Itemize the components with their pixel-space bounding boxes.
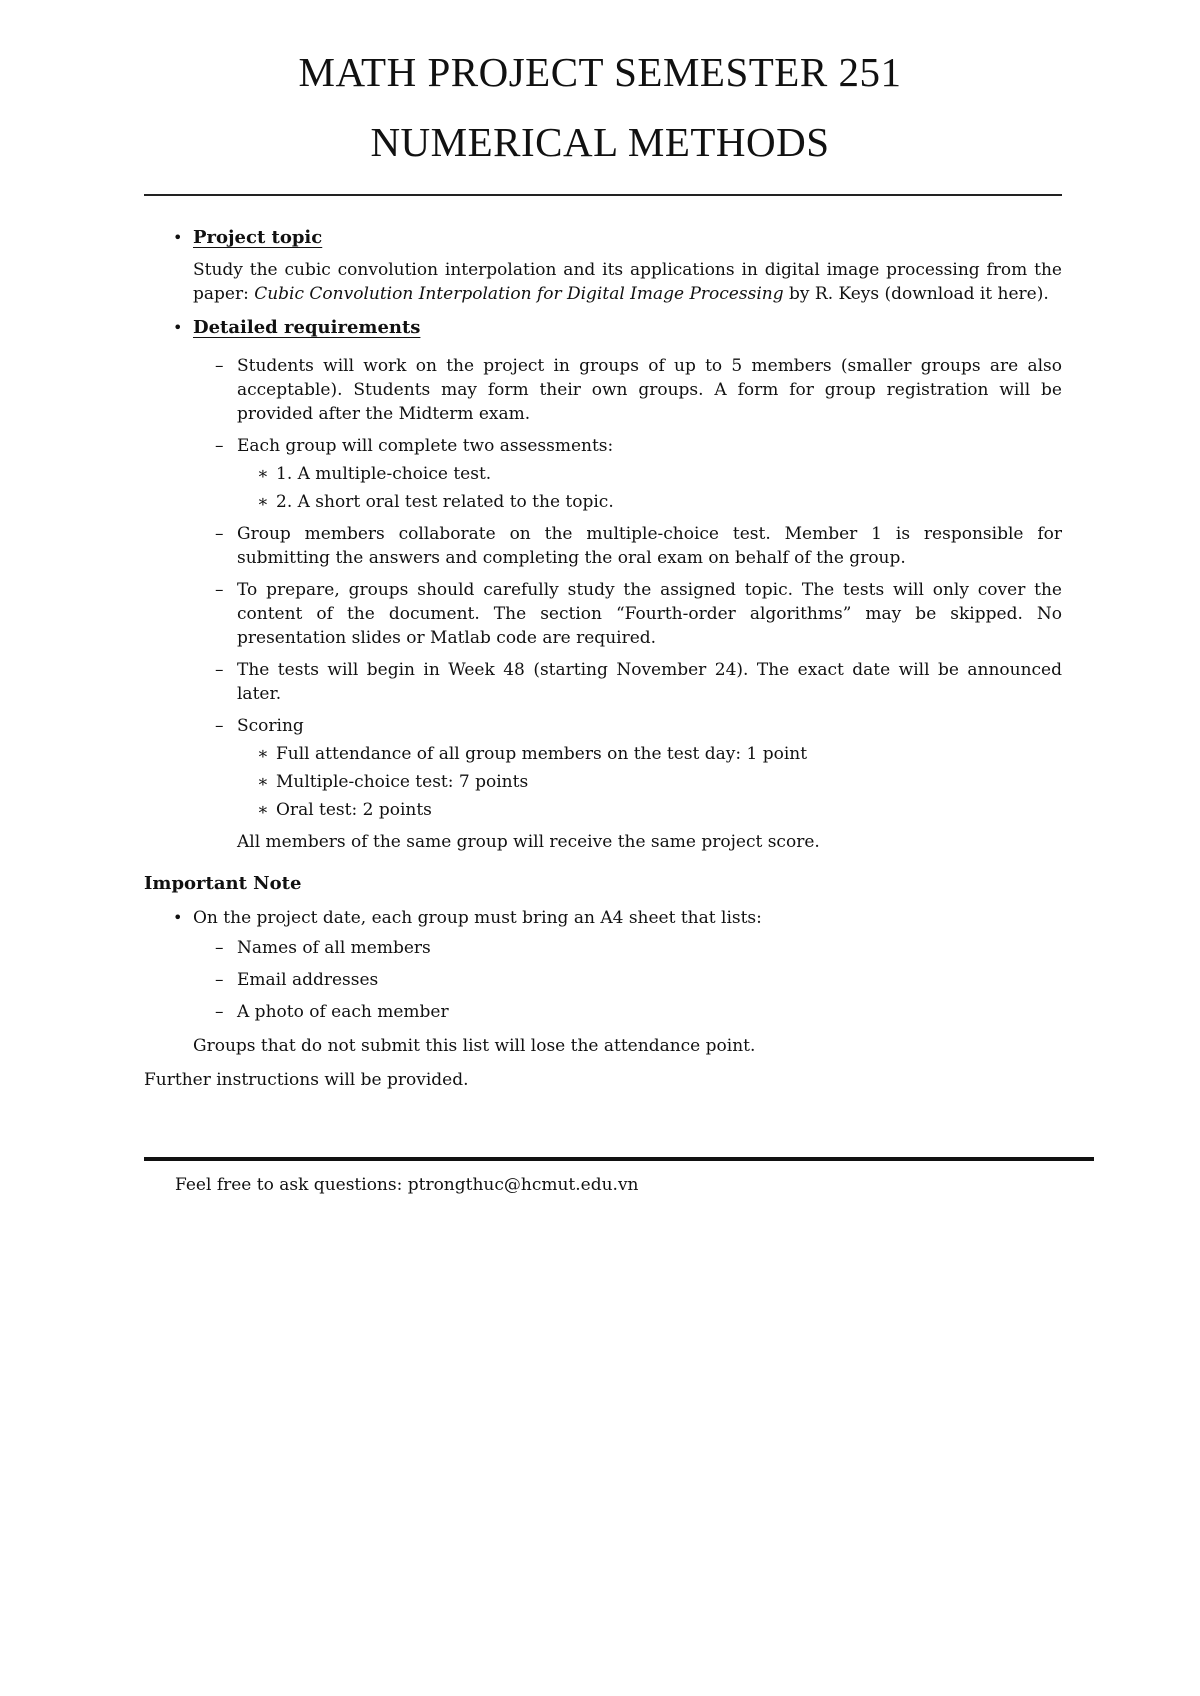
dash-icon: –	[215, 938, 224, 958]
list-item	[193, 578, 1062, 650]
asterisk-icon: ∗	[257, 744, 269, 764]
important-note-heading: Important Note	[144, 873, 302, 894]
title-line-1: MATH PROJECT SEMESTER 251	[298, 49, 902, 95]
list-item	[193, 658, 1062, 706]
list-item	[193, 354, 1062, 426]
asterisk-icon: ∗	[257, 492, 269, 512]
project-topic-heading: Project topic	[193, 227, 323, 248]
note-item-text: Email addresses	[237, 970, 379, 990]
requirements-section	[144, 316, 1062, 854]
list-item	[193, 1000, 1062, 1024]
important-note-section	[144, 906, 1062, 1058]
requirement-text: To prepare, groups should carefully study the assigned topic. The tests will only cover the content of the document. The section “Fourth-order algorithms” may be skipped. No presentation slides or Matlab code are required.	[237, 580, 1062, 648]
list-item	[193, 522, 1062, 570]
important-note-list	[193, 936, 1062, 1024]
footer-contact: Feel free to ask questions: ptrongthuc@hcmut.edu.vn	[175, 1175, 639, 1195]
note-item-text: Names of all members	[237, 938, 431, 958]
dash-icon: –	[215, 580, 224, 600]
requirement-text: Scoring	[237, 716, 304, 736]
dash-icon: –	[215, 436, 224, 456]
dash-icon: –	[215, 356, 224, 376]
requirement-text: Each group will complete two assessments:	[237, 436, 614, 456]
dash-icon: –	[215, 524, 224, 544]
top-divider	[144, 194, 1062, 196]
asterisk-icon: ∗	[257, 464, 269, 484]
bullet-icon: •	[173, 908, 183, 927]
list-item	[237, 462, 1062, 486]
dash-icon: –	[215, 1002, 224, 1022]
requirements-list	[193, 354, 1062, 854]
scoring-list	[237, 742, 1062, 822]
dash-icon: –	[215, 660, 224, 680]
bottom-divider	[144, 1157, 1094, 1161]
list-item	[193, 434, 1062, 514]
paper-title: Cubic Convolution Interpolation for Digital Image Processing	[254, 284, 784, 304]
bullet-icon: •	[173, 318, 183, 337]
scoring-text: Oral test: 2 points	[276, 800, 432, 820]
project-topic-text-before: Study the cubic convolution interpolation and its applications in digital image processing from the paper:	[193, 260, 1062, 304]
requirement-text: Group members collaborate on the multiple-choice test. Member 1 is responsible for submitting the answers and completing the oral exam on behalf of the group.	[237, 524, 1062, 568]
dash-icon: –	[215, 716, 224, 736]
note-item-text: A photo of each member	[237, 1002, 449, 1022]
further-instructions: Further instructions will be provided.	[144, 1070, 469, 1090]
assessment-text: 1. A multiple-choice test.	[276, 464, 492, 484]
project-topic-text	[193, 258, 1062, 306]
document-body	[144, 226, 1062, 1092]
requirement-text: The tests will begin in Week 48 (starting November 24). The exact date will be announced later.	[237, 660, 1062, 704]
list-item	[193, 968, 1062, 992]
list-item	[193, 714, 1062, 822]
assessments-list	[237, 462, 1062, 514]
important-note-text: On the project date, each group must bring an A4 sheet that lists:	[193, 908, 762, 928]
requirements-heading: Detailed requirements	[193, 317, 421, 338]
bullet-icon: •	[173, 228, 183, 247]
list-item	[237, 770, 1062, 794]
requirement-text: Students will work on the project in groups of up to 5 members (smaller groups are also acceptable). Students may form their own groups. A form for group registration will be provided after the Midterm exam.	[237, 356, 1062, 424]
project-topic-section	[144, 226, 1062, 306]
dash-icon: –	[215, 970, 224, 990]
list-item	[193, 936, 1062, 960]
list-item	[237, 742, 1062, 766]
list-item	[237, 490, 1062, 514]
project-topic-text-after: by R. Keys (download it here).	[783, 284, 1049, 304]
title-line-2: NUMERICAL METHODS	[370, 119, 830, 165]
asterisk-icon: ∗	[257, 772, 269, 792]
asterisk-icon: ∗	[257, 800, 269, 820]
list-item	[237, 798, 1062, 822]
important-note-closing: Groups that do not submit this list will lose the attendance point.	[193, 1036, 756, 1056]
scoring-note: All members of the same group will receive the same project score.	[237, 832, 820, 852]
scoring-text: Full attendance of all group members on the test day: 1 point	[276, 744, 808, 764]
assessment-text: 2. A short oral test related to the topic.	[276, 492, 614, 512]
scoring-text: Multiple-choice test: 7 points	[276, 772, 529, 792]
